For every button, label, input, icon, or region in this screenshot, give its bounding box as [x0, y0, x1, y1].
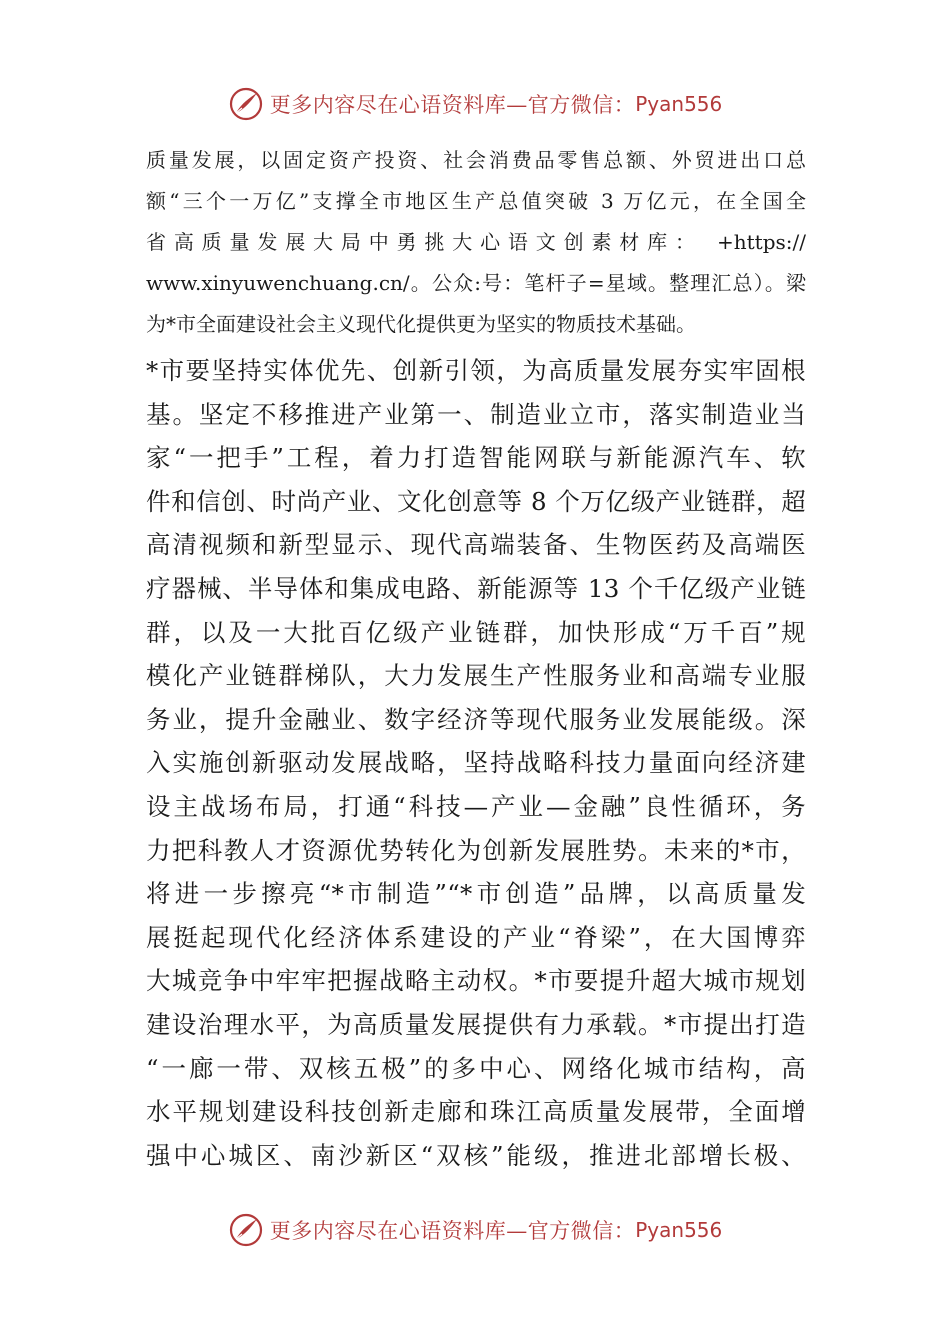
banner-text: 更多内容尽在心语资料库—官方微信： [269, 1219, 636, 1243]
paragraph-intro [146, 140, 806, 345]
text-line: 将进一步擦亮“*市制造”“*市创造”品牌，以高质量发 [146, 879, 806, 909]
pen-quill-logo-icon [228, 1212, 264, 1248]
text-line: 强中心城区、南沙新区“双核”能级，推进北部增长极、 [146, 1140, 806, 1170]
text-line: 模化产业链群梯队，大力发展生产性服务业和高端专业服 [146, 661, 806, 691]
text-line: 省高质量发展大局中勇挑大心语文创素材库： +https:// [146, 230, 806, 254]
text-line: “一廊一带、双核五极”的多中心、网络化城市结构，高 [146, 1053, 806, 1083]
text-line: 家“一把手”工程，着力打造智能网联与新能源汽车、软 [146, 443, 806, 473]
text-line: 件和信创、时尚产业、文化创意等 8 个万亿级产业链群，超 [146, 486, 806, 516]
text-line: 设主战场布局，打通“科技—产业—金融”良性循环，务 [146, 791, 806, 821]
text-line: 额“三个一万亿”支撑全市地区生产总值突破 3 万亿元，在全国全 [146, 189, 806, 213]
text-line: 高清视频和新型显示、现代高端装备、生物医药及高端医 [146, 530, 806, 560]
banner-text: 更多内容尽在心语资料库—官方微信： [269, 93, 636, 117]
paragraph-main [146, 349, 806, 1177]
text-line: 水平规划建设科技创新走廊和珠江高质量发展带，全面增 [146, 1097, 806, 1127]
text-line: 为*市全面建设社会主义现代化提供更为坚实的物质技术基础。 [146, 312, 696, 336]
text-line: www.xinyuwenchuang.cn/。公众:号：笔杆子=星域。整理汇总）。梁 [146, 271, 806, 295]
text-line: 群，以及一大批百亿级产业链群，加快形成“万千百”规 [146, 617, 806, 647]
document-body [146, 140, 806, 1177]
text-line: 入实施创新驱动发展战略，坚持战略科技力量面向经济建 [146, 748, 806, 778]
text-line: 务业，提升金融业、数字经济等现代服务业发展能级。深 [146, 704, 806, 734]
text-line: 质量发展，以固定资产投资、社会消费品零售总额、外贸进出口总 [146, 148, 806, 172]
text-line: 基。坚定不移推进产业第一、制造业立市，落实制造业当 [146, 399, 806, 429]
banner-contact: Pyan556 [635, 1218, 723, 1242]
text-line: 力把科教人才资源优势转化为创新发展胜势。未来的*市， [146, 835, 806, 865]
text-line: *市要坚持实体优先、创新引领，为高质量发展夯实牢固根 [146, 356, 806, 385]
text-line: 疗器械、半导体和集成电路、新能源等 13 个千亿级产业链 [146, 573, 806, 603]
text-line: 展挺起现代化经济体系建设的产业“脊梁”，在大国博弈 [146, 922, 806, 952]
text-line: 大城竞争中牢牢把握战略主动权。*市要提升超大城市规划 [146, 966, 806, 996]
pen-quill-logo-icon [228, 86, 264, 122]
text-line: 建设治理水平，为高质量发展提供有力承载。*市提出打造 [146, 1009, 806, 1039]
banner-contact: Pyan556 [635, 92, 723, 116]
footer-banner [0, 1210, 950, 1250]
header-banner [0, 84, 950, 124]
